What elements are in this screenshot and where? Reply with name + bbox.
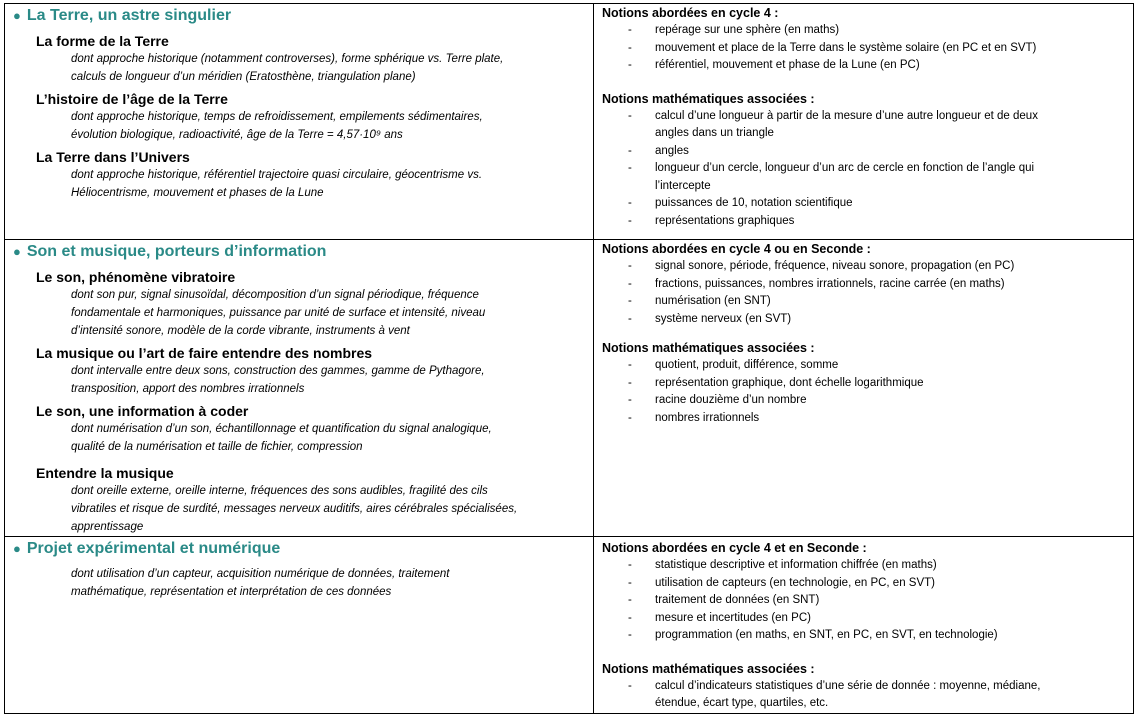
description-line: dont utilisation d’un capteur, acquisition numérique de données, traitement xyxy=(71,568,450,580)
description-line: dont son pur, signal sinusoïdal, décomposition d’un signal périodique, fréquence xyxy=(71,289,479,301)
subtheme-title: La forme de la Terre xyxy=(36,33,169,49)
notions-title: Notions abordées en cycle 4 et en Seconde : xyxy=(602,541,867,555)
list-item: - calcul d’indicateurs statistiques d’une série de donnée : moyenne, médiane, étendue, écart type, quartiles, etc. xyxy=(628,679,1041,709)
section-row-son xyxy=(5,240,1134,537)
theme-cell xyxy=(5,537,594,714)
description-line: évolution biologique, radioactivité, âge de la Terre = 4,57·10⁹ ans xyxy=(71,129,403,141)
subtheme-title: La Terre dans l’Univers xyxy=(36,149,190,165)
description-line: qualité de la numérisation et taille de fichier, compression xyxy=(71,441,363,453)
description-line: mathématique, représentation et interprétation de ces données xyxy=(71,586,392,598)
notions-cell xyxy=(594,240,1134,537)
bullet-icon: ● xyxy=(13,541,21,556)
list-item: - représentations graphiques xyxy=(628,214,795,227)
theme-heading xyxy=(5,537,593,559)
section-row-projet xyxy=(5,537,1134,714)
list-item: - nombres irrationnels xyxy=(628,411,760,424)
subtheme-title: La musique ou l’art de faire entendre des nombres xyxy=(36,345,373,361)
list-item: - calcul d’une longueur à partir de la mesure d’une autre longueur et de deux angles dans un triangle xyxy=(628,109,1038,139)
math-notions-title: Notions mathématiques associées : xyxy=(602,341,815,355)
theme-cell xyxy=(5,4,594,240)
notions-list xyxy=(594,22,1133,75)
list-item: - utilisation de capteurs (en technologie, en PC, en SVT) xyxy=(628,576,935,589)
subtheme-description xyxy=(71,108,581,144)
notions-list xyxy=(594,557,1133,645)
theme-title: La Terre, un astre singulier xyxy=(26,7,232,24)
list-item: - mouvement et place de la Terre dans le système solaire (en PC et en SVT) xyxy=(628,41,1037,54)
description-line: dont intervalle entre deux sons, construction des gammes, gamme de Pythagore, xyxy=(71,365,485,377)
list-item: - référentiel, mouvement et phase de la Lune (en PC) xyxy=(628,59,920,71)
math-notions-list xyxy=(594,357,1133,427)
bullet-icon: ● xyxy=(13,244,21,259)
description-line: transposition, apport des nombres irrationnels xyxy=(71,383,305,395)
notions-cell xyxy=(594,537,1134,714)
notions-cell xyxy=(594,4,1134,240)
math-notions-list xyxy=(594,108,1133,231)
description-line: vibratiles et risque de surdité, messages nerveux auditifs, aires cérébrales spécialisées, xyxy=(71,503,518,515)
description-line: d’intensité sonore, modèle de la corde vibrante, instruments à vent xyxy=(71,325,410,337)
theme-title: Projet expérimental et numérique xyxy=(26,540,281,557)
list-item: - statistique descriptive et information chiffrée (en maths) xyxy=(628,559,937,571)
description-line: Héliocentrisme, mouvement et phases de la Lune xyxy=(71,187,324,199)
list-item: - représentation graphique, dont échelle logarithmique xyxy=(628,376,924,389)
notions-title: Notions abordées en cycle 4 ou en Seconde : xyxy=(602,242,871,256)
subtheme-title: L’histoire de l’âge de la Terre xyxy=(36,91,228,107)
theme-title: Son et musique, porteurs d’information xyxy=(26,243,327,260)
description-line: dont approche historique (notamment controverses), forme sphérique vs. Terre plate, xyxy=(71,53,504,65)
theme-cell xyxy=(5,240,594,537)
list-item: - repérage sur une sphère (en maths) xyxy=(628,24,840,36)
subtheme-title: Le son, une information à coder xyxy=(36,403,249,419)
list-item: - mesure et incertitudes (en PC) xyxy=(628,611,811,624)
math-notions-list xyxy=(594,678,1133,713)
program-table xyxy=(4,3,1134,714)
list-item: - angles xyxy=(628,144,689,157)
description-line: dont numérisation d’un son, échantillonnage et quantification du signal analogique, xyxy=(71,423,492,435)
notions-title: Notions abordées en cycle 4 : xyxy=(602,6,779,20)
list-item: - fractions, puissances, nombres irrationnels, racine carrée (en maths) xyxy=(628,277,1005,290)
description-line: dont approche historique, référentiel trajectoire quasi circulaire, géocentrisme vs. xyxy=(71,169,483,181)
subtheme-description xyxy=(71,565,581,601)
description-line: dont oreille externe, oreille interne, fréquences des sons audibles, fragilité des cils xyxy=(71,485,488,497)
theme-heading xyxy=(5,4,593,26)
subtheme-title: Le son, phénomène vibratoire xyxy=(36,269,236,285)
list-item: - longueur d’un cercle, longueur d’un arc de cercle en fonction de l’angle qui l’intercepte xyxy=(628,162,1035,192)
subtheme-description xyxy=(71,482,581,536)
list-item: - signal sonore, période, fréquence, niveau sonore, propagation (en PC) xyxy=(628,260,1015,272)
list-item: - racine douzième d’un nombre xyxy=(628,394,807,406)
theme-heading xyxy=(5,240,593,262)
subtheme-title: Entendre la musique xyxy=(36,465,174,481)
list-item: - programmation (en maths, en SNT, en PC, en SVT, en technologie) xyxy=(628,629,998,641)
subtheme-description xyxy=(71,420,581,456)
subtheme-description xyxy=(71,286,581,340)
description-line: calculs de longueur d’un méridien (Eratosthène, triangulation plane) xyxy=(71,71,416,83)
math-notions-title: Notions mathématiques associées : xyxy=(602,91,815,106)
description-line: apprentissage xyxy=(71,521,144,533)
subtheme-description xyxy=(71,362,581,398)
subtheme-description xyxy=(71,50,581,86)
list-item: - puissances de 10, notation scientifique xyxy=(628,197,853,209)
math-notions-title: Notions mathématiques associées : xyxy=(602,661,815,676)
list-item: - quotient, produit, différence, somme xyxy=(628,359,839,371)
list-item: - système nerveux (en SVT) xyxy=(628,312,792,325)
notions-list xyxy=(594,258,1133,328)
list-item: - numérisation (en SNT) xyxy=(628,295,771,307)
description-line: fondamentale et harmoniques, puissance par unité de surface et intensité, niveau xyxy=(71,307,486,319)
list-item: - traitement de données (en SNT) xyxy=(628,594,820,606)
description-line: dont approche historique, temps de refroidissement, empilements sédimentaires, xyxy=(71,111,483,123)
subtheme-description xyxy=(71,166,581,202)
section-row-terre xyxy=(5,4,1134,240)
bullet-icon: ● xyxy=(13,8,21,23)
